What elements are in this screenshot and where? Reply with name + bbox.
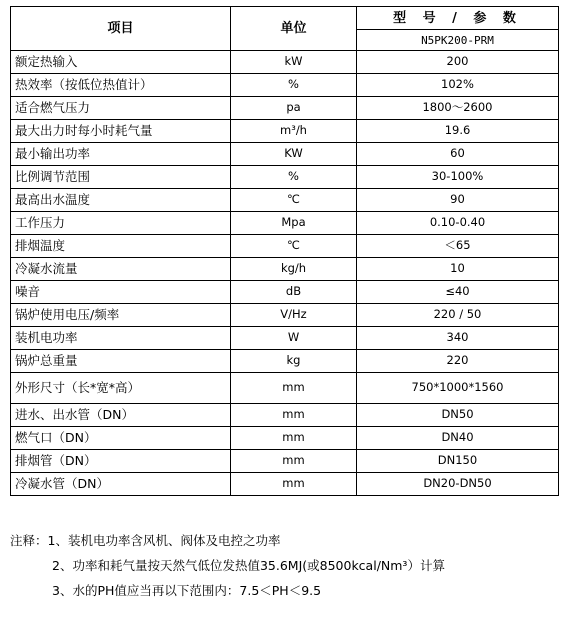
- row-unit: kg/h: [231, 258, 357, 281]
- row-value: DN50: [357, 404, 559, 427]
- table-row: [11, 281, 559, 304]
- table-row: [11, 373, 559, 404]
- table-row: [11, 212, 559, 235]
- row-value: 340: [357, 327, 559, 350]
- row-name: 额定热输入: [11, 51, 231, 74]
- row-unit: kW: [231, 51, 357, 74]
- row-unit: ℃: [231, 189, 357, 212]
- row-value: 60: [357, 143, 559, 166]
- table-row: [11, 404, 559, 427]
- table-row: [11, 304, 559, 327]
- row-value: 90: [357, 189, 559, 212]
- row-value: ＜65: [357, 235, 559, 258]
- note-text: 1、装机电功率含风机、阀体及电控之功率: [47, 533, 281, 548]
- row-name: 冷凝水流量: [11, 258, 231, 281]
- row-value: 220 / 50: [357, 304, 559, 327]
- row-name: 燃气口（DN）: [11, 427, 231, 450]
- table-row: [11, 97, 559, 120]
- row-name: 排烟管（DN）: [11, 450, 231, 473]
- row-unit: %: [231, 74, 357, 97]
- table-row: [11, 327, 559, 350]
- note-line: [10, 578, 560, 603]
- header-model: N5PK200-PRM: [357, 30, 559, 51]
- row-unit: m³/h: [231, 120, 357, 143]
- note-line: [10, 553, 560, 578]
- row-unit: dB: [231, 281, 357, 304]
- row-unit: mm: [231, 427, 357, 450]
- row-value: 0.10-0.40: [357, 212, 559, 235]
- row-value: 1800～2600: [357, 97, 559, 120]
- row-name: 最高出水温度: [11, 189, 231, 212]
- note-line: [10, 528, 560, 553]
- row-name: 最小输出功率: [11, 143, 231, 166]
- table-row: [11, 427, 559, 450]
- row-name: 工作压力: [11, 212, 231, 235]
- table-row: [11, 166, 559, 189]
- row-value: DN150: [357, 450, 559, 473]
- table-row: [11, 189, 559, 212]
- table-row: [11, 450, 559, 473]
- row-unit: mm: [231, 373, 357, 404]
- table-row: [11, 51, 559, 74]
- row-unit: pa: [231, 97, 357, 120]
- note-text: 2、功率和耗气量按天然气低位发热值35.6MJ(或8500kcal/Nm³）计算: [52, 558, 445, 573]
- row-value: 102%: [357, 74, 559, 97]
- row-name: 排烟温度: [11, 235, 231, 258]
- header-unit: 单位: [231, 7, 357, 51]
- row-name: 外形尺寸（长*宽*高）: [11, 373, 231, 404]
- row-unit: W: [231, 327, 357, 350]
- table-row: [11, 258, 559, 281]
- table-row: [11, 120, 559, 143]
- row-name: 噪音: [11, 281, 231, 304]
- note-text: 3、水的PH值应当再以下范围内：7.5＜PH＜9.5: [52, 583, 322, 598]
- row-unit: KW: [231, 143, 357, 166]
- row-name: 装机电功率: [11, 327, 231, 350]
- row-value: DN40: [357, 427, 559, 450]
- row-value: 750*1000*1560: [357, 373, 559, 404]
- table-row: [11, 74, 559, 97]
- row-value: 30-100%: [357, 166, 559, 189]
- row-name: 锅炉使用电压/频率: [11, 304, 231, 327]
- table-row: [11, 350, 559, 373]
- row-name: 最大出力时每小时耗气量: [11, 120, 231, 143]
- row-value: 19.6: [357, 120, 559, 143]
- header-item: 项目: [11, 7, 231, 51]
- table-row: [11, 143, 559, 166]
- row-name: 比例调节范围: [11, 166, 231, 189]
- row-value: 200: [357, 51, 559, 74]
- spec-table: [10, 6, 559, 496]
- row-value: DN20-DN50: [357, 473, 559, 496]
- row-unit: %: [231, 166, 357, 189]
- notes-prefix: 注释：: [10, 533, 48, 548]
- table-row: [11, 473, 559, 496]
- row-value: 10: [357, 258, 559, 281]
- row-unit: Mpa: [231, 212, 357, 235]
- row-unit: mm: [231, 450, 357, 473]
- header-row: [11, 7, 559, 30]
- row-value: 220: [357, 350, 559, 373]
- header-spec: 型 号 / 参 数: [357, 7, 559, 30]
- row-unit: kg: [231, 350, 357, 373]
- row-name: 热效率（按低位热值计）: [11, 74, 231, 97]
- row-name: 冷凝水管（DN）: [11, 473, 231, 496]
- row-name: 进水、出水管（DN）: [11, 404, 231, 427]
- row-unit: mm: [231, 473, 357, 496]
- row-unit: mm: [231, 404, 357, 427]
- row-unit: ℃: [231, 235, 357, 258]
- row-name: 锅炉总重量: [11, 350, 231, 373]
- notes: [10, 528, 560, 603]
- row-unit: V/Hz: [231, 304, 357, 327]
- row-name: 适合燃气压力: [11, 97, 231, 120]
- row-value: ≤40: [357, 281, 559, 304]
- table-row: [11, 235, 559, 258]
